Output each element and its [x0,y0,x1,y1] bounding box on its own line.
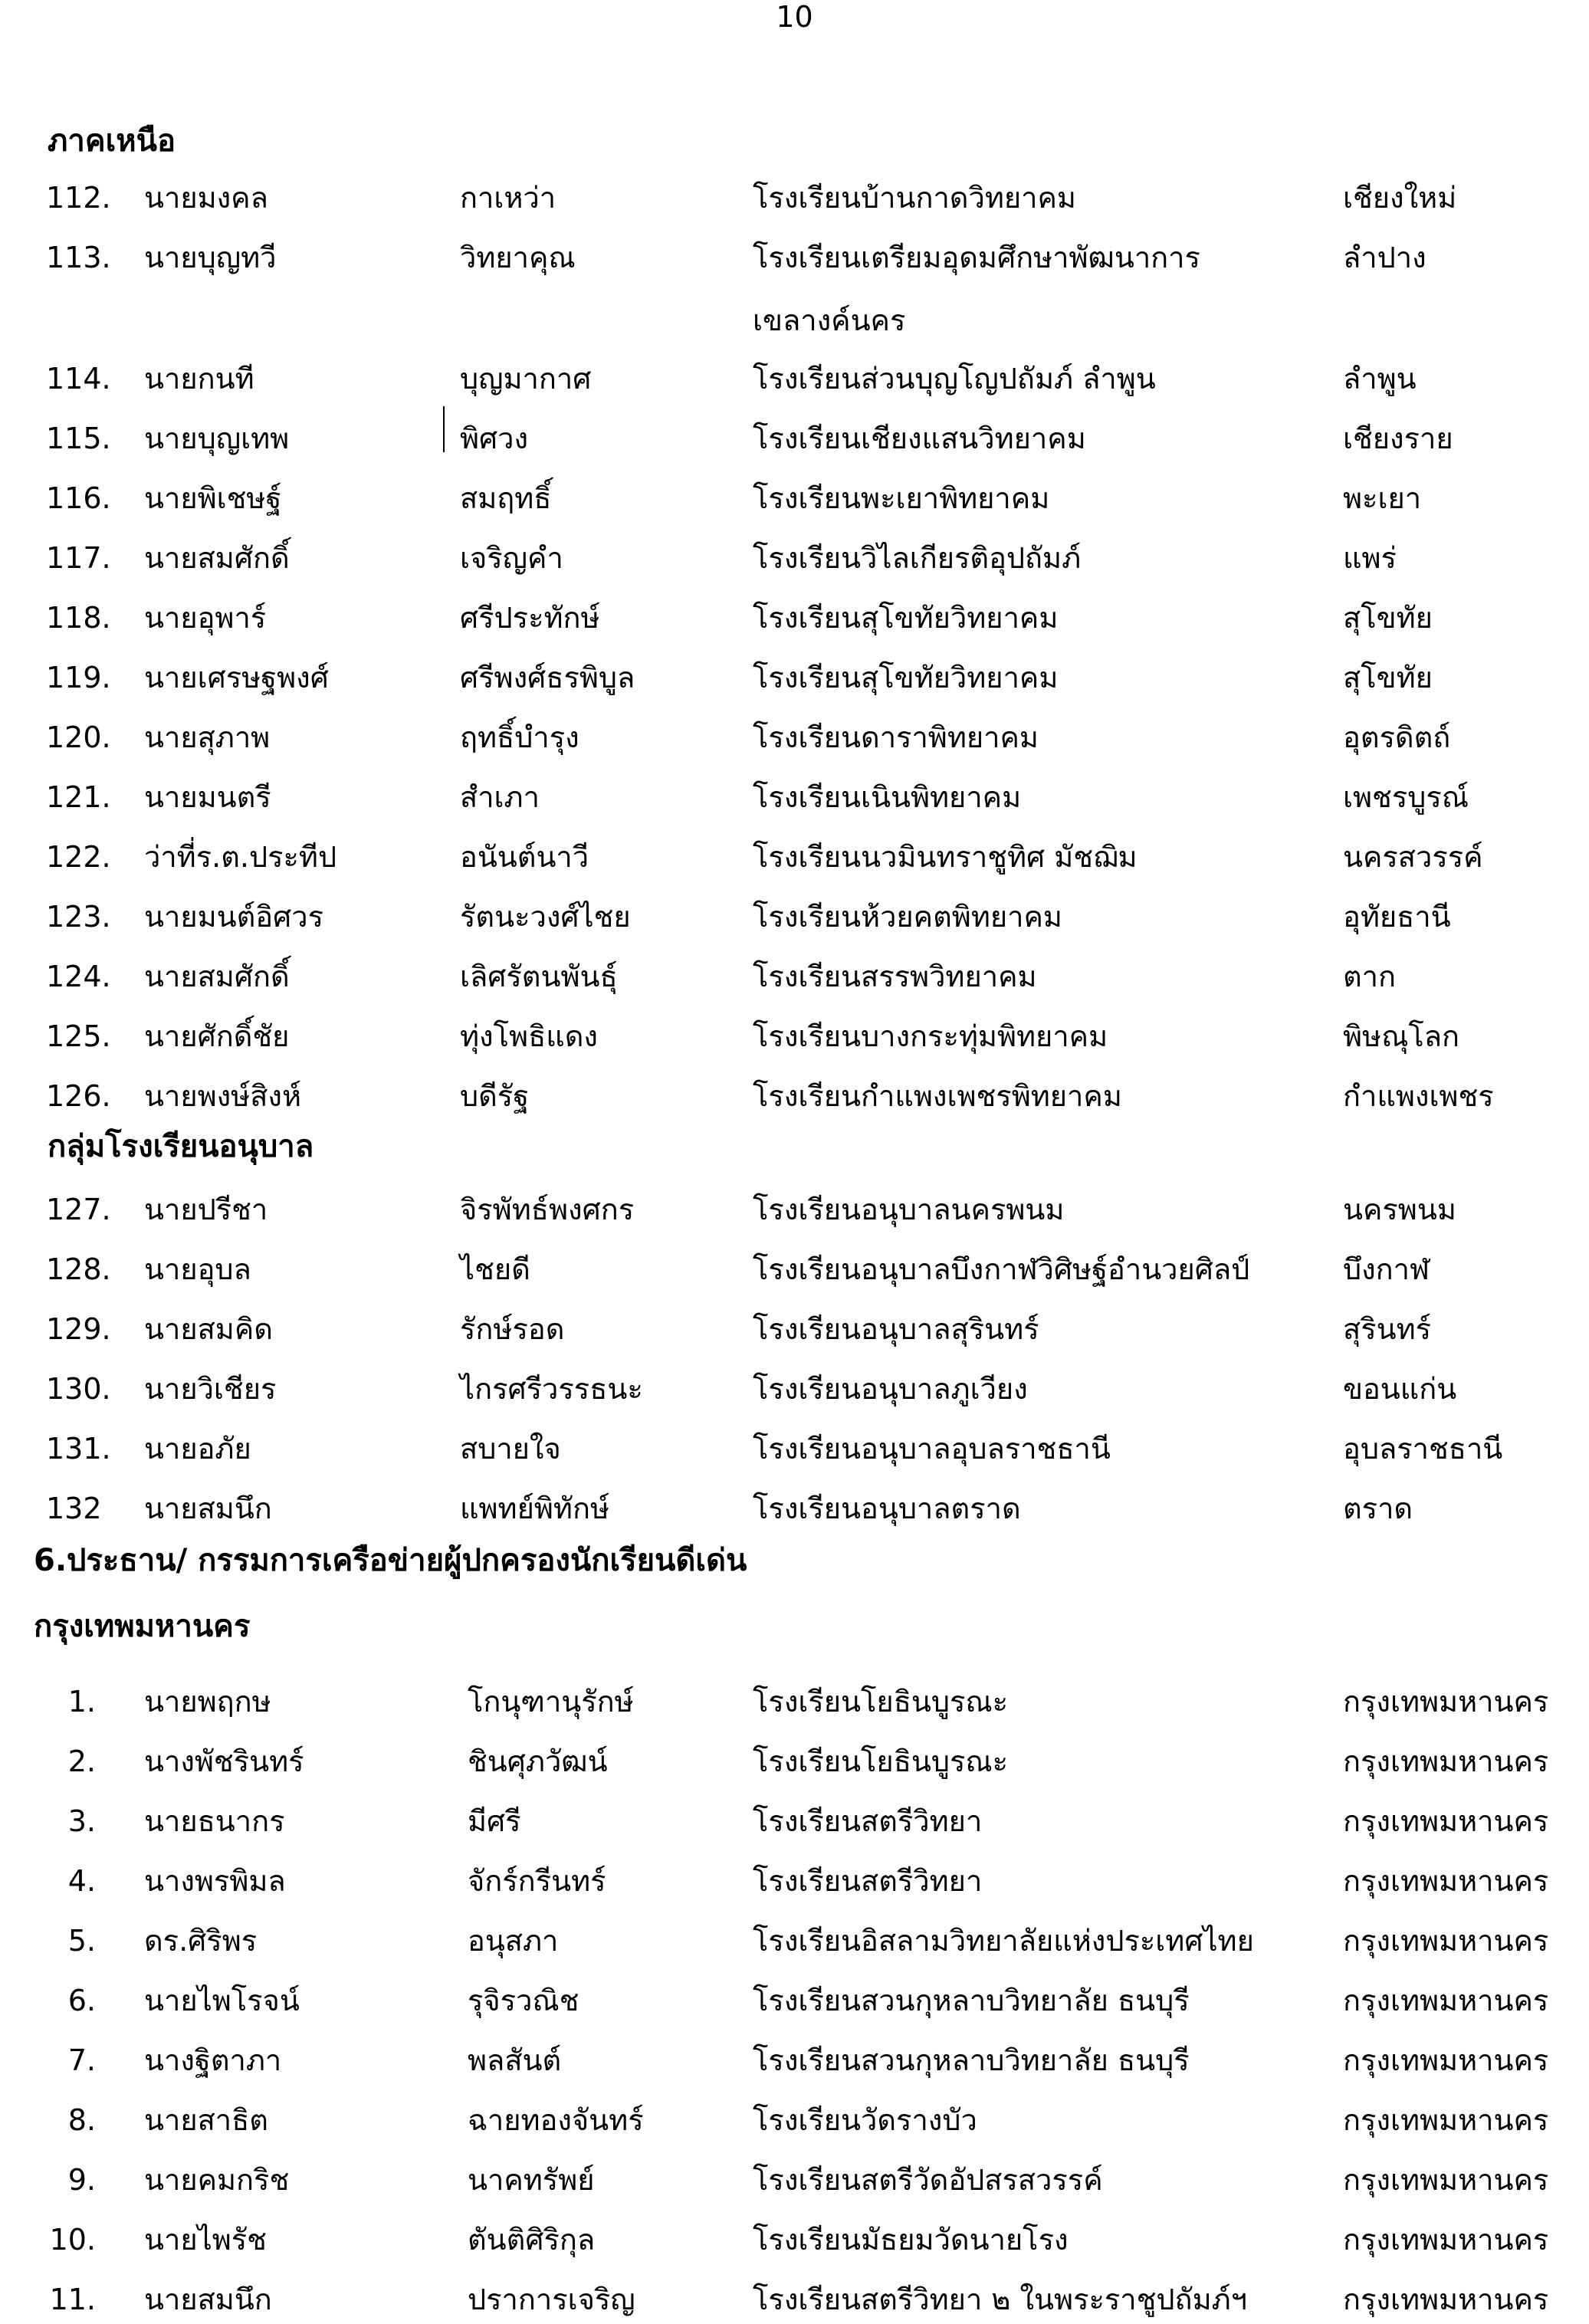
school-name: โรงเรียนสตรีวัดอัปสรสวรรค์ [753,2163,1103,2197]
first-name: นายคมกริช [144,2163,290,2197]
province: กรุงเทพมหานคร [1343,2223,1549,2257]
last-name: สำเภา [460,780,540,814]
entry-number: 122. [46,840,111,874]
first-name: นายกนที [144,362,254,396]
entry-number: 119. [46,661,111,694]
first-name: นายมงคล [144,181,268,215]
first-name: นายสมศักดิ์ [144,960,290,993]
school-name: โรงเรียนเตรียมอุดมศึกษาพัฒนาการ [753,241,1200,274]
page-number: 10 [776,0,813,34]
first-name: นางพรพิมล [144,1864,286,1898]
province: เชียงใหม่ [1343,181,1457,215]
list-item [0,2215,1589,2264]
first-name: นายมนตรี [144,780,271,814]
section-heading-kindergarten: กลุ่มโรงเรียนอนุบาล [48,1129,314,1164]
school-name: โรงเรียนอนุบาลสุรินทร์ [753,1312,1039,1346]
last-name: รัตนะวงศ์ไชย [460,900,631,934]
province: นครสวรรค์ [1343,840,1483,874]
last-name: ไชยดี [460,1252,530,1286]
last-name: สมฤทธิ์ [460,481,552,515]
province: ขอนแก่น [1343,1372,1457,1406]
province: กรุงเทพมหานคร [1343,1924,1549,1958]
province: กรุงเทพมหานคร [1343,1804,1549,1838]
section-heading-north: ภาคเหนือ [48,123,176,159]
last-name: ฉายทองจันทร์ [468,2103,644,2137]
school-name: โรงเรียนอนุบาลนครพนม [753,1193,1065,1226]
last-name: อนันต์นาวี [460,840,589,874]
school-name: โรงเรียนอนุบาลอุบลราชธานี [753,1432,1111,1466]
school-name: โรงเรียนอนุบาลบึงกาฬวิศิษฐ์อำนวยศิลป์ [753,1252,1250,1286]
list-item [0,533,1589,583]
entry-number: 4. [67,1864,96,1898]
last-name: กาเหว่า [460,181,556,215]
list-item [0,1364,1589,1413]
first-name: นางฐิตาภา [144,2043,282,2077]
list-item [0,832,1589,881]
entry-number: 11. [49,2283,96,2316]
school-name-continuation: เขลางค์นคร [753,304,906,337]
first-name: นายสมนึก [144,2283,272,2316]
entry-number: 114. [46,362,111,396]
province: เพชรบูรณ์ [1343,780,1469,814]
school-name: โรงเรียนห้วยคตพิทยาคม [753,900,1062,934]
province: กรุงเทพมหานคร [1343,2283,1549,2316]
first-name: นายไพโรจน์ [144,1984,300,2017]
last-name: จิรพัทธ์พงศกร [460,1193,635,1226]
table-rule [443,406,445,452]
province: กำแพงเพชร [1343,1079,1494,1113]
entry-number: 130. [46,1372,111,1406]
entry-number: 9. [67,2163,96,2197]
last-name: พิศวง [460,422,529,455]
list-item [0,1916,1589,1965]
first-name: นายสมคิด [144,1312,273,1346]
last-name: สบายใจ [460,1432,561,1466]
first-name: นายพิเชษฐ์ [144,481,282,515]
entry-number: 117. [46,541,111,575]
first-name: นางพัชรินทร์ [144,1745,304,1778]
province: อุตรดิตถ์ [1343,721,1451,754]
school-name: โรงเรียนบางกระทุ่มพิทยาคม [753,1019,1108,1053]
school-name: โรงเรียนโยธินบูรณะ [753,1685,1009,1718]
school-name: โรงเรียนวัดรางบัว [753,2103,977,2137]
entry-number: 128. [46,1252,111,1286]
list-item [0,1185,1589,1234]
last-name: จักร์กรีนทร์ [468,1864,606,1898]
list-item [0,2096,1589,2145]
first-name: นายธนากร [144,1804,285,1838]
entry-number: 113. [46,241,111,274]
last-name: ทุ่งโพธิแดง [460,1019,598,1053]
school-name: โรงเรียนโยธินบูรณะ [753,1745,1009,1778]
list-item [0,2036,1589,2085]
last-name: แพทย์พิทักษ์ [460,1492,610,1525]
school-name: โรงเรียนเชียงแสนวิทยาคม [753,422,1086,455]
school-name: โรงเรียนพะเยาพิทยาคม [753,481,1050,515]
last-name: บดีรัฐ [460,1079,530,1113]
school-name: โรงเรียนอนุบาลภูเวียง [753,1372,1028,1406]
last-name: ศรีประทักษ์ [460,601,600,635]
school-name: โรงเรียนสตรีวิทยา ๒ ในพระราชูปถัมภ์ฯ [753,2283,1247,2316]
province: ตาก [1343,960,1397,993]
last-name: ปราการเจริญ [468,2283,635,2316]
entry-number: 5. [67,1924,96,1958]
first-name: นายไพรัช [144,2223,267,2257]
list-item [0,414,1589,463]
entry-number: 6. [67,1984,96,2017]
province: กรุงเทพมหานคร [1343,2163,1549,2197]
entry-number: 1. [67,1685,96,1718]
section-heading-6: 6.ประธาน/ กรรมการเครือข่ายผู้ปกครองนักเรียนดีเด่น [34,1543,747,1578]
entry-number: 121. [46,780,111,814]
entry-number: 115. [46,422,111,455]
last-name: ชินศุภวัฒน์ [468,1745,608,1778]
list-item [0,653,1589,702]
school-name: โรงเรียนนวมินทราชูทิศ มัชฌิม [753,840,1138,874]
entry-number: 125. [46,1019,111,1053]
list-item [0,773,1589,822]
first-name: นายสมศักดิ์ [144,541,290,575]
school-name: โรงเรียนสวนกุหลาบวิทยาลัย ธนบุรี [753,2043,1190,2077]
last-name: พลสันต์ [468,2043,562,2077]
last-name: ฤทธิ์บำรุง [460,721,579,754]
last-name: รักษ์รอด [460,1312,565,1346]
entry-number: 120. [46,721,111,754]
list-item [0,892,1589,941]
last-name: ตันติศิริกุล [468,2223,596,2257]
last-name: โกนุฑานุรักษ์ [468,1685,634,1718]
province: สุรินทร์ [1343,1312,1432,1346]
province: นครพนม [1343,1193,1456,1226]
entry-number: 124. [46,960,111,993]
school-name: โรงเรียนสตรีวิทยา [753,1804,983,1838]
first-name: นายปรีชา [144,1193,268,1226]
first-name: นายบุญทวี [144,241,277,274]
province: ตราด [1343,1492,1413,1525]
list-item [0,1976,1589,2025]
province: กรุงเทพมหานคร [1343,2103,1549,2137]
province: กรุงเทพมหานคร [1343,1864,1549,1898]
school-name: โรงเรียนบ้านกาดวิทยาคม [753,181,1076,215]
first-name: นายพงษ์สิงห์ [144,1079,302,1113]
province: แพร่ [1343,541,1397,575]
last-name: ไกรศรีวรรธนะ [460,1372,643,1406]
list-item [0,1424,1589,1473]
school-name: โรงเรียนสตรีวิทยา [753,1864,983,1898]
school-name: โรงเรียนดาราพิทยาคม [753,721,1039,754]
school-name: โรงเรียนเนินพิทยาคม [753,780,1022,814]
entry-number: 132 [46,1492,102,1525]
last-name: รุจิรวณิช [468,1984,579,2017]
school-name: โรงเรียนอิสลามวิทยาลัยแห่งประเทศไทย [753,1924,1254,1958]
first-name: นายสาธิต [144,2103,268,2137]
first-name: นายบุญเทพ [144,422,290,455]
list-item [0,354,1589,403]
province: ลำปาง [1343,241,1426,274]
entry-number: 7. [67,2043,96,2077]
list-item [0,1072,1589,1121]
list-item [0,713,1589,762]
list-item [0,474,1589,523]
province: เชียงราย [1343,422,1453,455]
last-name: บุญมากาศ [460,362,592,396]
list-item [0,1305,1589,1354]
list-item [0,1856,1589,1905]
province: สุโขทัย [1343,661,1433,694]
first-name: นายสมนึก [144,1492,272,1525]
list-item [0,2155,1589,2204]
list-item [0,1012,1589,1061]
entry-number: 127. [46,1193,111,1226]
entry-number: 131. [46,1432,111,1466]
entry-number: 10. [49,2223,96,2257]
last-name: เลิศรัตนพันธุ์ [460,960,618,993]
first-name: ว่าที่ร.ต.ประทีป [144,840,337,874]
list-item [0,173,1589,222]
entry-number: 8. [67,2103,96,2137]
school-name: โรงเรียนอนุบาลตราด [753,1492,1021,1525]
first-name: นายศักดิ์ชัย [144,1019,290,1053]
school-name: โรงเรียนวิไลเกียรติอุปถัมภ์ [753,541,1082,575]
province: กรุงเทพมหานคร [1343,1984,1549,2017]
first-name: นายเศรษฐพงศ์ [144,661,329,694]
school-name: โรงเรียนสุโขทัยวิทยาคม [753,661,1059,694]
first-name: นายพฤกษ [144,1685,271,1718]
list-item [0,1677,1589,1726]
province: กรุงเทพมหานคร [1343,1745,1549,1778]
entry-number: 129. [46,1312,111,1346]
province: พะเยา [1343,481,1422,515]
list-item [0,952,1589,1001]
school-name: โรงเรียนกำแพงเพชรพิทยาคม [753,1079,1122,1113]
last-name: ศรีพงศ์ธรพิบูล [460,661,635,694]
last-name: มีศรี [468,1804,521,1838]
first-name: นายอุบล [144,1252,251,1286]
entry-number: 116. [46,481,111,515]
school-name: โรงเรียนส่วนบุญโญปถัมภ์ ลำพูน [753,362,1156,396]
entry-number: 123. [46,900,111,934]
school-name: โรงเรียนสรรพวิทยาคม [753,960,1037,993]
last-name: อนุสภา [468,1924,559,1958]
province: อุบลราชธานี [1343,1432,1503,1466]
province: สุโขทัย [1343,601,1433,635]
entry-number: 126. [46,1079,111,1113]
entry-number: 3. [67,1804,96,1838]
province: พิษณุโลก [1343,1019,1460,1053]
entry-number: 118. [46,601,111,635]
first-name: ดร.ศิริพร [144,1924,258,1958]
list-item [0,593,1589,642]
first-name: นายอภัย [144,1432,251,1466]
entry-number: 112. [46,181,111,215]
last-name: นาคทรัพย์ [468,2163,595,2197]
school-name: โรงเรียนมัธยมวัดนายโรง [753,2223,1069,2257]
list-item [0,1245,1589,1294]
province: บึงกาฬ [1343,1252,1430,1286]
province: อุทัยธานี [1343,900,1451,934]
last-name: วิทยาคุณ [460,241,576,274]
entry-number: 2. [67,1745,96,1778]
school-name: โรงเรียนสวนกุหลาบวิทยาลัย ธนบุรี [753,1984,1190,2017]
list-item [0,2275,1589,2324]
province: ลำพูน [1343,362,1417,396]
province: กรุงเทพมหานคร [1343,2043,1549,2077]
school-name: โรงเรียนสุโขทัยวิทยาคม [753,601,1059,635]
list-item [0,1737,1589,1786]
first-name: นายอุพาร์ [144,601,267,635]
last-name: เจริญคำ [460,541,563,575]
province: กรุงเทพมหานคร [1343,1685,1549,1718]
list-item [0,1797,1589,1846]
list-item [0,1484,1589,1533]
first-name: นายวิเชียร [144,1372,277,1406]
first-name: นายสุภาพ [144,721,271,754]
first-name: นายมนต์อิศวร [144,900,323,934]
list-item [0,233,1589,282]
section-subheading-bangkok: กรุงเทพมหานคร [34,1609,251,1644]
